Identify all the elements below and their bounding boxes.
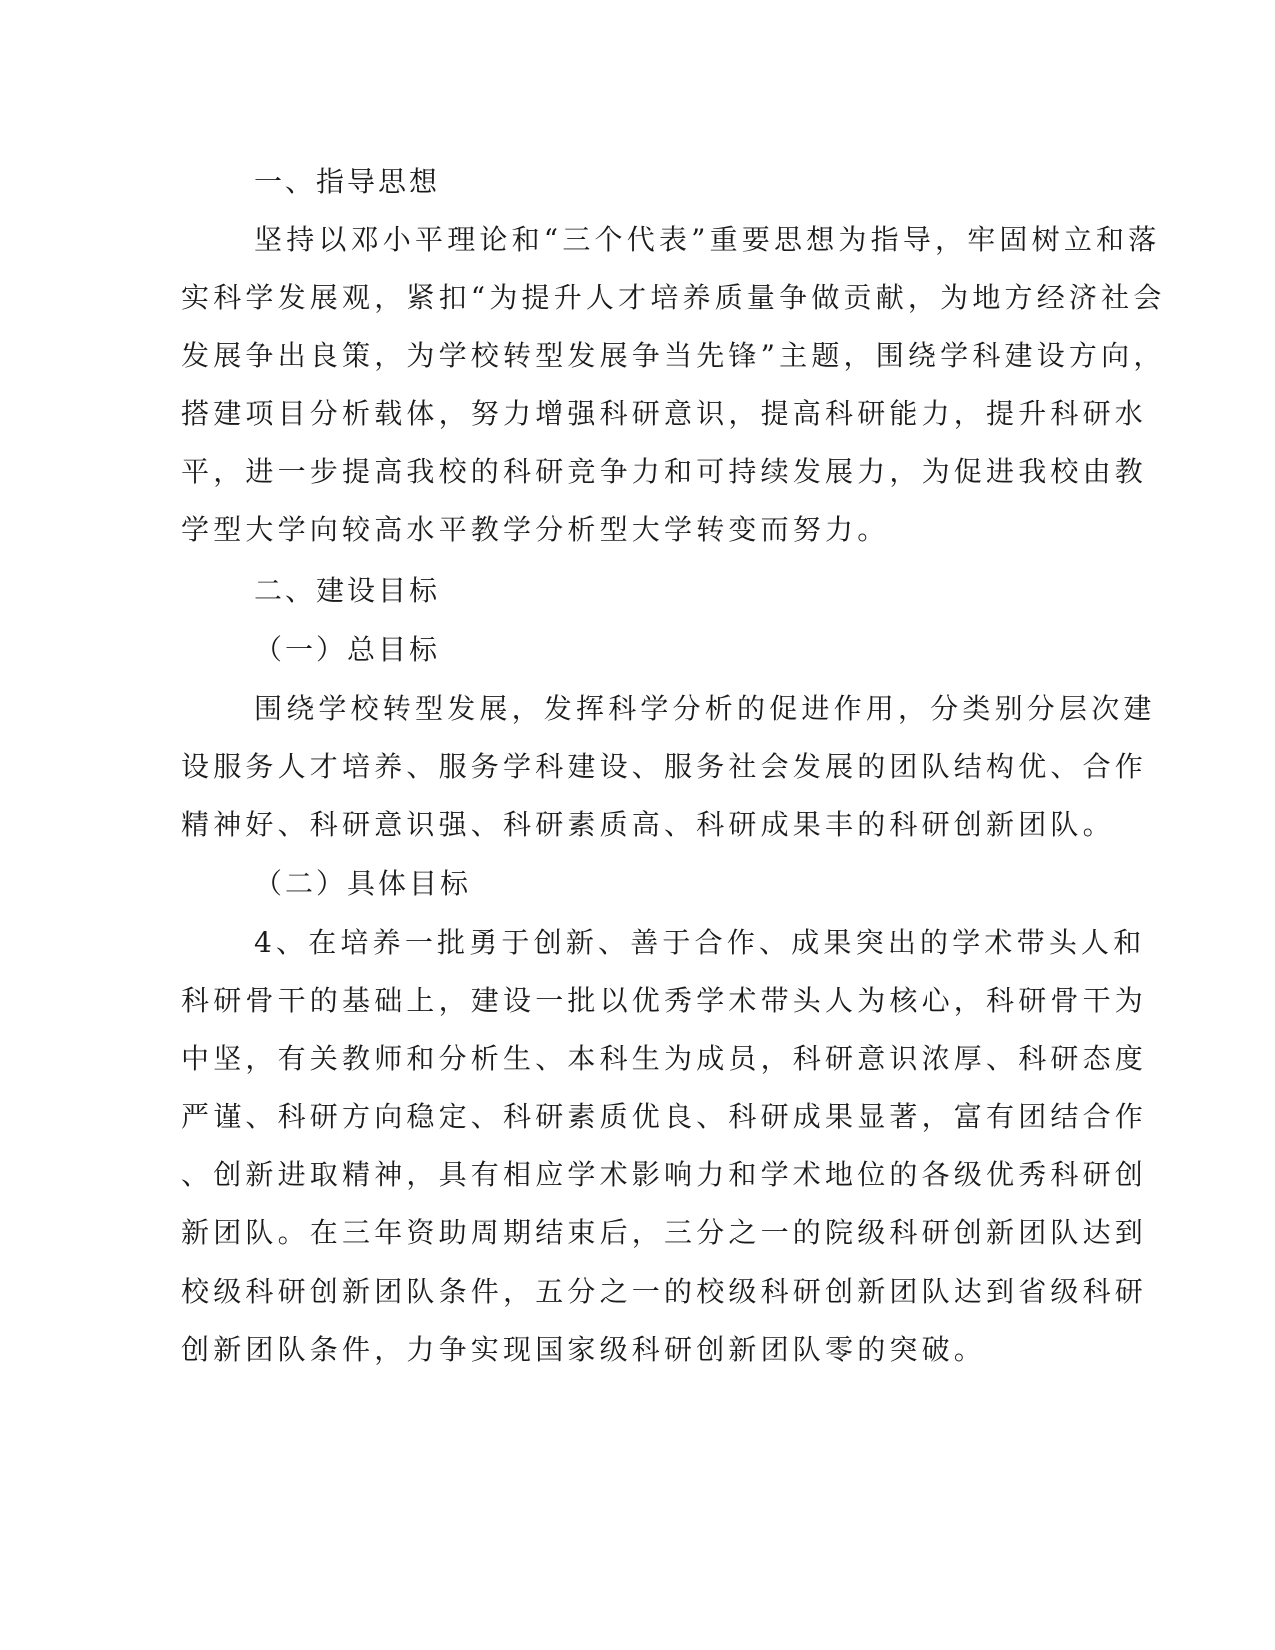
paragraph-line: 严谨、科研方向稳定、科研素质优良、科研成果显著，富有团结合作 (181, 1100, 1148, 1133)
subheading-specific-goals: （二）具体目标 (254, 867, 472, 900)
paragraph-line: 中坚，有关教师和分析生、本科生为成员，科研意识浓厚、科研态度 (181, 1042, 1148, 1075)
section-heading-guiding-ideology: 一、指导思想 (254, 165, 441, 198)
paragraph-line: 创新团队条件，力争实现国家级科研创新团队零的突破。 (181, 1333, 987, 1366)
paragraph-line: 发展争出良策，为学校转型发展争当先锋”主题，围绕学科建设方向， (181, 339, 1166, 372)
paragraph-line: 精神好、科研意识强、科研素质高、科研成果丰的科研创新团队。 (181, 808, 1115, 841)
paragraph-line: 学型大学向较高水平教学分析型大学转变而努力。 (181, 513, 890, 546)
paragraph-line: 4、在培养一批勇于创新、善于合作、成果突出的学术带头人和 (254, 926, 1146, 959)
paragraph-line: 校级科研创新团队条件，五分之一的校级科研创新团队达到省级科研 (181, 1275, 1148, 1308)
paragraph-line: 搭建项目分析载体，努力增强科研意识，提高科研能力，提升科研水 (181, 397, 1148, 430)
paragraph-line: 新团队。在三年资助周期结束后，三分之一的院级科研创新团队达到 (181, 1216, 1148, 1249)
paragraph-line: 、创新进取精神，具有相应学术影响力和学术地位的各级优秀科研创 (181, 1158, 1148, 1191)
section-heading-construction-goals: 二、建设目标 (254, 574, 441, 607)
paragraph-line: 设服务人才培养、服务学科建设、服务社会发展的团队结构优、合作 (181, 750, 1148, 783)
paragraph-line: 实科学发展观，紧扣“为提升人才培养质量争做贡献，为地方经济社会 (181, 281, 1166, 314)
paragraph-line: 平，进一步提高我校的科研竞争力和可持续发展力，为促进我校由教 (181, 455, 1148, 488)
paragraph-line: 坚持以邓小平理论和“三个代表”重要思想为指导，牢固树立和落 (254, 223, 1161, 256)
paragraph-line: 科研骨干的基础上，建设一批以优秀学术带头人为核心，科研骨干为 (181, 984, 1148, 1017)
subheading-overall-goal: （一）总目标 (254, 633, 441, 666)
paragraph-line: 围绕学校转型发展，发挥科学分析的促进作用，分类别分层次建 (254, 692, 1156, 725)
